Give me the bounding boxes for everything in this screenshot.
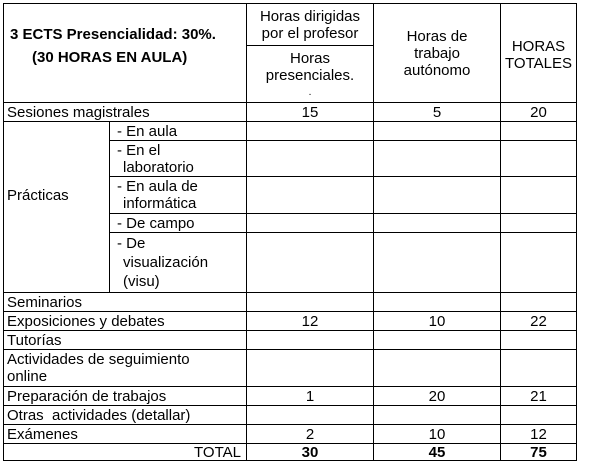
row-exposiciones-text: Exposiciones y debates — [7, 313, 165, 330]
row-examenes-autonomo — [373, 424, 501, 444]
row-sesiones-presencial-value: 15 — [301, 104, 319, 121]
row-otras-total — [500, 405, 577, 425]
row-visualizacion-line1: - De — [117, 235, 146, 252]
row-total-label — [3, 443, 247, 461]
row-practicas-text: Prácticas — [7, 187, 69, 204]
row-sesiones-presencial — [246, 102, 374, 122]
row-laboratorio-presencial — [246, 140, 374, 177]
row-campo-presencial — [246, 213, 374, 233]
row-total-text: TOTAL — [194, 444, 241, 461]
header-presencial-mark: . — [308, 87, 312, 98]
header-autonomo-line2: trabajo — [414, 45, 460, 62]
row-exposiciones-total — [500, 311, 577, 331]
row-total-presencial-value: 30 — [301, 444, 319, 461]
row-preparacion-presencial-value: 1 — [305, 388, 315, 405]
header-directed-cell — [246, 3, 374, 103]
row-actividades-line1: Actividades de seguimiento — [7, 351, 190, 368]
header-presencial-line1: Horas — [289, 50, 330, 67]
row-total-autonomo — [373, 443, 501, 461]
row-en-aula-total — [500, 121, 577, 141]
row-preparacion-total-value: 21 — [530, 388, 547, 405]
row-total-presencial — [246, 443, 374, 461]
row-actividades-line2: online — [7, 368, 48, 385]
header-directed-line1: Horas dirigidas — [259, 8, 361, 25]
row-en-aula-label — [109, 121, 247, 141]
row-preparacion-autonomo — [373, 386, 501, 406]
row-examenes-autonomo-value: 10 — [428, 426, 446, 443]
row-preparacion-presencial — [246, 386, 374, 406]
row-en-aula-autonomo — [373, 121, 501, 141]
row-informatica-presencial — [246, 176, 374, 214]
row-seminarios-total — [500, 292, 577, 312]
row-laboratorio-line2: laboratorio — [123, 159, 194, 176]
row-campo-total — [500, 213, 577, 233]
row-seminarios-label — [3, 292, 247, 312]
row-campo-text: - De campo — [117, 215, 195, 232]
row-actividades-label — [3, 349, 247, 387]
row-visualizacion-total — [500, 232, 577, 293]
row-tutorias-autonomo — [373, 330, 501, 350]
row-laboratorio-total — [500, 140, 577, 177]
row-total-total-value: 75 — [530, 444, 547, 461]
row-seminarios-text: Seminarios — [7, 294, 83, 311]
row-visualizacion-label — [109, 232, 247, 293]
header-directed-divider — [247, 45, 373, 46]
row-examenes-total-value: 12 — [530, 426, 547, 443]
row-campo-label — [109, 213, 247, 233]
row-informatica-autonomo — [373, 176, 501, 214]
row-exposiciones-presencial-value: 12 — [301, 313, 319, 330]
header-autonomo-line3: autónomo — [403, 62, 471, 79]
row-tutorias-presencial — [246, 330, 374, 350]
row-examenes-presencial-value: 2 — [305, 426, 315, 443]
row-otras-presencial — [246, 405, 374, 425]
row-sesiones-label — [3, 102, 247, 122]
row-exposiciones-total-value: 22 — [530, 313, 547, 330]
row-exposiciones-presencial — [246, 311, 374, 331]
row-preparacion-label — [3, 386, 247, 406]
row-examenes-label — [3, 424, 247, 444]
row-visualizacion-line3: (visu) — [123, 273, 160, 290]
row-examenes-presencial — [246, 424, 374, 444]
row-visualizacion-presencial — [246, 232, 374, 293]
row-seminarios-presencial — [246, 292, 374, 312]
row-practicas-label — [3, 121, 110, 293]
row-otras-label — [3, 405, 247, 425]
row-sesiones-text: Sesiones magistrales — [7, 104, 150, 121]
row-en-aula-presencial — [246, 121, 374, 141]
row-visualizacion-autonomo — [373, 232, 501, 293]
row-total-autonomo-value: 45 — [428, 444, 446, 461]
row-sesiones-total — [500, 102, 577, 122]
header-autonomo-cell — [373, 3, 501, 103]
row-actividades-presencial — [246, 349, 374, 387]
header-title-line1: 3 ECTS Presencialidad: 30%. — [10, 26, 216, 43]
header-totales-line2: TOTALES — [505, 55, 572, 72]
hours-table — [4, 4, 578, 461]
row-informatica-line2: informática — [123, 195, 197, 212]
row-actividades-autonomo — [373, 349, 501, 387]
row-otras-text: Otras actividades (detallar) — [7, 407, 191, 424]
row-exposiciones-label — [3, 311, 247, 331]
row-actividades-total — [500, 349, 577, 387]
row-laboratorio-autonomo — [373, 140, 501, 177]
row-examenes-text: Exámenes — [7, 426, 78, 443]
header-presencial-line2: presenciales. — [265, 67, 355, 84]
row-sesiones-total-value: 20 — [530, 104, 547, 121]
row-laboratorio-line1: - En el — [117, 142, 161, 159]
row-exposiciones-autonomo — [373, 311, 501, 331]
header-totales-cell — [500, 3, 577, 103]
row-sesiones-autonomo — [373, 102, 501, 122]
row-tutorias-label — [3, 330, 247, 350]
row-exposiciones-autonomo-value: 10 — [428, 313, 446, 330]
row-informatica-total — [500, 176, 577, 214]
row-en-aula-text: - En aula — [117, 123, 178, 140]
row-otras-autonomo — [373, 405, 501, 425]
row-informatica-label — [109, 176, 247, 214]
header-title-line2: (30 HORAS EN AULA) — [32, 49, 188, 66]
row-laboratorio-label — [109, 140, 247, 177]
row-examenes-total — [500, 424, 577, 444]
row-informatica-line1: - En aula de — [117, 178, 198, 195]
row-campo-autonomo — [373, 213, 501, 233]
row-preparacion-total — [500, 386, 577, 406]
row-preparacion-autonomo-value: 20 — [428, 388, 446, 405]
row-sesiones-autonomo-value: 5 — [432, 104, 442, 121]
row-visualizacion-line2: visualización — [123, 254, 209, 271]
row-tutorias-text: Tutorías — [7, 332, 62, 349]
header-totales-line1: HORAS — [511, 38, 566, 55]
header-directed-line2: por el profesor — [261, 25, 359, 42]
row-preparacion-text: Preparación de trabajos — [7, 388, 167, 405]
row-tutorias-total — [500, 330, 577, 350]
header-autonomo-line1: Horas de — [406, 28, 468, 45]
row-total-total — [500, 443, 577, 461]
row-seminarios-autonomo — [373, 292, 501, 312]
header-title-cell — [3, 3, 247, 103]
